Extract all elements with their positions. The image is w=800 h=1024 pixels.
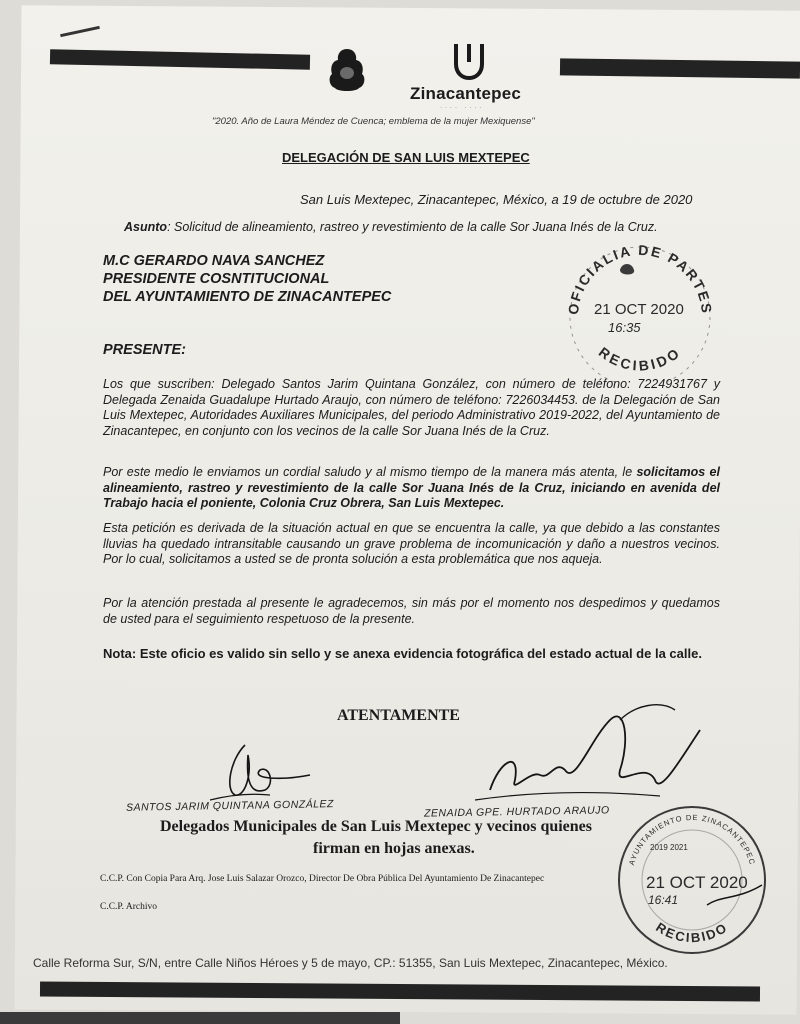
signature-2: [470, 700, 710, 815]
subject-label: Asunto: [124, 220, 168, 234]
paragraph-4: Por la atención prestada al presente le agradecemos, sin más por el momento nos despedimos y quedamos de usted para el seguimiento respetuoso de la presente.: [103, 596, 720, 626]
scan-bar-top-right: [560, 58, 800, 78]
signer-1-handwritten-name: SANTOS JARIM QUINTANA GONZÁLEZ: [125, 798, 335, 814]
stamp-2-arc-bottom: RECIBIDO: [653, 919, 731, 946]
received-stamp-2: [612, 800, 772, 960]
closing: ATENTAMENTE: [337, 707, 460, 724]
stamp-1-arc-bottom: RECIBIDO: [595, 343, 685, 374]
municipal-seal-logo: [322, 46, 372, 96]
ccp-line-2: C.C.P. Archivo: [100, 902, 158, 912]
office-title: DELEGACIÓN DE SAN LUIS MEXTEPEC: [282, 150, 530, 165]
place-date: San Luis Mextepec, Zinacantepec, México, a 19 de octubre de 2020: [300, 192, 693, 207]
stamp-1-time: 16:35: [608, 320, 641, 335]
stamp-2-time: 16:41: [648, 893, 679, 907]
stamp-2-years: 2019 2021: [650, 843, 688, 852]
svg-text:RECIBIDO: [596, 344, 684, 374]
logo-dots: ···· ····: [440, 105, 485, 111]
paragraph-2: [103, 465, 720, 512]
greeting: PRESENTE:: [103, 342, 186, 358]
signers-caption-line-1: Delegados Municipales de San Luis Mextepec y vecinos quienes: [160, 818, 593, 835]
municipality-name: Zinacantepec: [410, 84, 522, 103]
footer-address: Calle Reforma Sur, S/N, entre Calle Niños Héroes y 5 de mayo, CP.: 51355, San Luis Mextepec, Zinacantepec, México.: [33, 956, 668, 970]
year-motto: "2020. Año de Laura Méndez de Cuenca; emblema de la mujer Mexiquense": [212, 116, 535, 127]
stamp-2-date: 21 OCT 2020: [646, 873, 748, 892]
zinacantepec-u-logo: [448, 40, 490, 82]
recipient-name: M.C GERARDO NAVA SANCHEZ: [103, 253, 325, 269]
stamp-1-arc-top: OFICIALIA DE PARTES: [564, 241, 716, 316]
paragraph-1: Los que suscriben: Delegado Santos Jarim Quintana González, con número de teléfono: 7224931767 y Delegada Zenaida Guadalupe Hurtado Araujo, con número de teléfono: 7226034453. de la Delegación de San Luis Mextepec, Autoridades Auxiliares Municipales, del periodo Administrativo 2019-2022, del Ayuntamiento de Zinacantepec, en conjunto con los vecinos de la calle Sor Juana Inés de la Cruz.: [103, 377, 720, 438]
stamp-1-date: 21 OCT 2020: [594, 301, 684, 318]
paragraph-2-intro: Por este medio le enviamos un cordial saludo y al mismo tiempo de la manera más atenta, le: [103, 465, 637, 479]
recipient-org: DEL AYUNTAMIENTO DE ZINACANTEPEC: [103, 289, 392, 305]
recipient-title: PRESIDENTE COSNTITUCIONAL: [103, 271, 330, 287]
scan-edge-bottom: [0, 1012, 400, 1024]
subject-text: : Solicitud de alineamiento, rastreo y revestimiento de la calle Sor Juana Inés de la Cruz.: [167, 220, 658, 234]
paragraph-3: Esta petición es derivada de la situación actual en que se encuentra la calle, ya que debido a las constantes lluvias ha quedado intransitable causando un grave problema de incomunicación y daño a nuestros vecinos. Por lo cual, solicitamos a usted se de pronta solución a esta problemática que nos aqueja.: [103, 521, 720, 566]
paragraph-2-request: solicitamos el alineamiento, rastreo y revestimiento de la calle Sor Juana Inés de la Cruz, iniciando en avenida del Trabajo hacia el poniente, Colonia Cruz Obrera, San Luis Mextepec.: [103, 465, 720, 510]
received-stamp-1: [560, 232, 720, 382]
signers-caption-line-2: firman en hojas anexas.: [313, 840, 475, 857]
stamp-2-arc-top: AYUNTAMIENTO DE ZINACANTEPEC: [626, 812, 758, 867]
ccp-line-1: C.C.P. Con Copia Para Arq. Jose Luis Salazar Orozco, Director De Obra Pública Del Ayuntamiento De Zinacantepec: [100, 874, 545, 884]
signer-2-handwritten-name: ZENAIDA GPE. HURTADO ARAUJO: [423, 804, 610, 820]
note: Nota: Este oficio es valido sin sello y se anexa evidencia fotográfica del estado actual de la calle.: [103, 646, 702, 661]
svg-text:RECIBIDO: [653, 919, 731, 945]
